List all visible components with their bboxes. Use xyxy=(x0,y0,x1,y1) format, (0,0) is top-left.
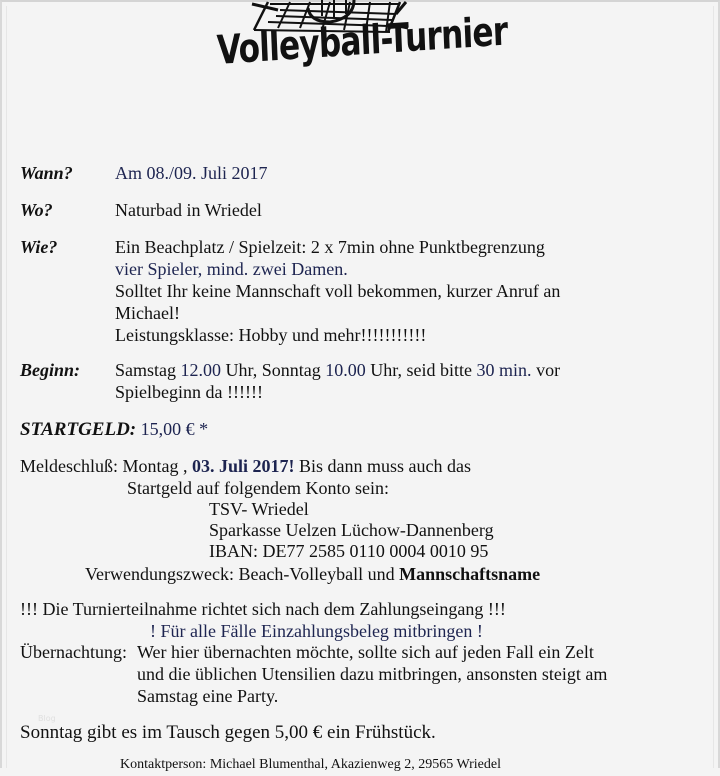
beginn-time-saturday: 12.00 xyxy=(180,360,221,380)
wie-line-1: Ein Beachplatz / Spielzeit: 2 x 7min ohne Punktbegrenzung xyxy=(115,237,545,257)
deadline-prefix: Meldeschluß: Montag , xyxy=(20,456,192,476)
beginn-time-sunday: 10.00 xyxy=(325,360,366,380)
purpose-team-name: Mannschaftsname xyxy=(399,564,541,584)
receipt-note: ! Für alle Fälle Einzahlungsbeleg mitbringen ! xyxy=(150,621,483,641)
page-title: Volleyball-Turnier xyxy=(216,8,509,74)
watermark: Blog xyxy=(38,714,56,723)
registration-line-2: Startgeld auf folgendem Konto sein: xyxy=(127,478,389,498)
overnight-line-3: Samstag eine Party. xyxy=(137,686,279,706)
wie-line-3: Solltet Ihr keine Mannschaft voll bekommen, kurzer Anruf an xyxy=(115,281,561,301)
beginn-text: Samstag xyxy=(115,360,181,380)
label-wann: Wann? xyxy=(20,163,73,183)
account-name: TSV- Wriedel xyxy=(209,499,309,519)
beginn-line-2: Spielbeginn da !!!!!! xyxy=(115,382,263,402)
label-wie: Wie? xyxy=(20,237,58,257)
registration-deadline xyxy=(20,455,471,477)
participation-note: !!! Die Turnierteilnahme richtet sich nach dem Zahlungseingang !!! xyxy=(20,599,506,619)
overnight-line-1: Wer hier übernachten möchte, sollte sich auf jeden Fall ein Zelt xyxy=(137,642,594,662)
overnight-line-2: und die üblichen Utensilien dazu mitbringen, ansonsten steigt am xyxy=(137,664,608,684)
contact-person: Kontaktperson: Michael Blumenthal, Akazienweg 2, 29565 Wriedel xyxy=(120,757,501,772)
overnight-label: Übernachtung: xyxy=(20,642,127,662)
purpose-prefix: Verwendungszweck: Beach-Volleyball und xyxy=(85,564,400,584)
wie-line-2: vier Spieler, mind. zwei Damen. xyxy=(115,259,348,279)
value-wann: Am 08./09. Juli 2017 xyxy=(115,163,268,183)
deadline-suffix: Bis dann muss auch das xyxy=(294,456,471,476)
value-startgeld: 15,00 € * xyxy=(140,419,209,439)
deadline-date: 03. Juli 2017! xyxy=(191,456,295,476)
label-beginn: Beginn: xyxy=(20,360,81,380)
value-wo: Naturbad in Wriedel xyxy=(115,200,262,220)
payment-purpose xyxy=(85,563,540,585)
startgeld xyxy=(20,418,208,441)
beginn-text: Uhr, seid bitte xyxy=(365,360,477,380)
iban: IBAN: DE77 2585 0110 0004 0010 95 xyxy=(209,541,489,561)
beginn-text: vor xyxy=(531,360,561,380)
breakfast-note: Sonntag gibt es im Tausch gegen 5,00 € ein Frühstück. xyxy=(20,722,436,743)
beginn-text: Uhr, Sonntag xyxy=(221,360,326,380)
label-wo: Wo? xyxy=(20,200,53,220)
value-beginn xyxy=(115,359,560,381)
label-startgeld: STARTGELD: xyxy=(20,419,137,440)
bank-name: Sparkasse Uelzen Lüchow-Dannenberg xyxy=(209,520,494,540)
wie-line-5: Leistungsklasse: Hobby und mehr!!!!!!!!!!! xyxy=(115,325,427,345)
wie-line-4: Michael! xyxy=(115,303,180,323)
beginn-time-early: 30 min. xyxy=(476,360,532,380)
